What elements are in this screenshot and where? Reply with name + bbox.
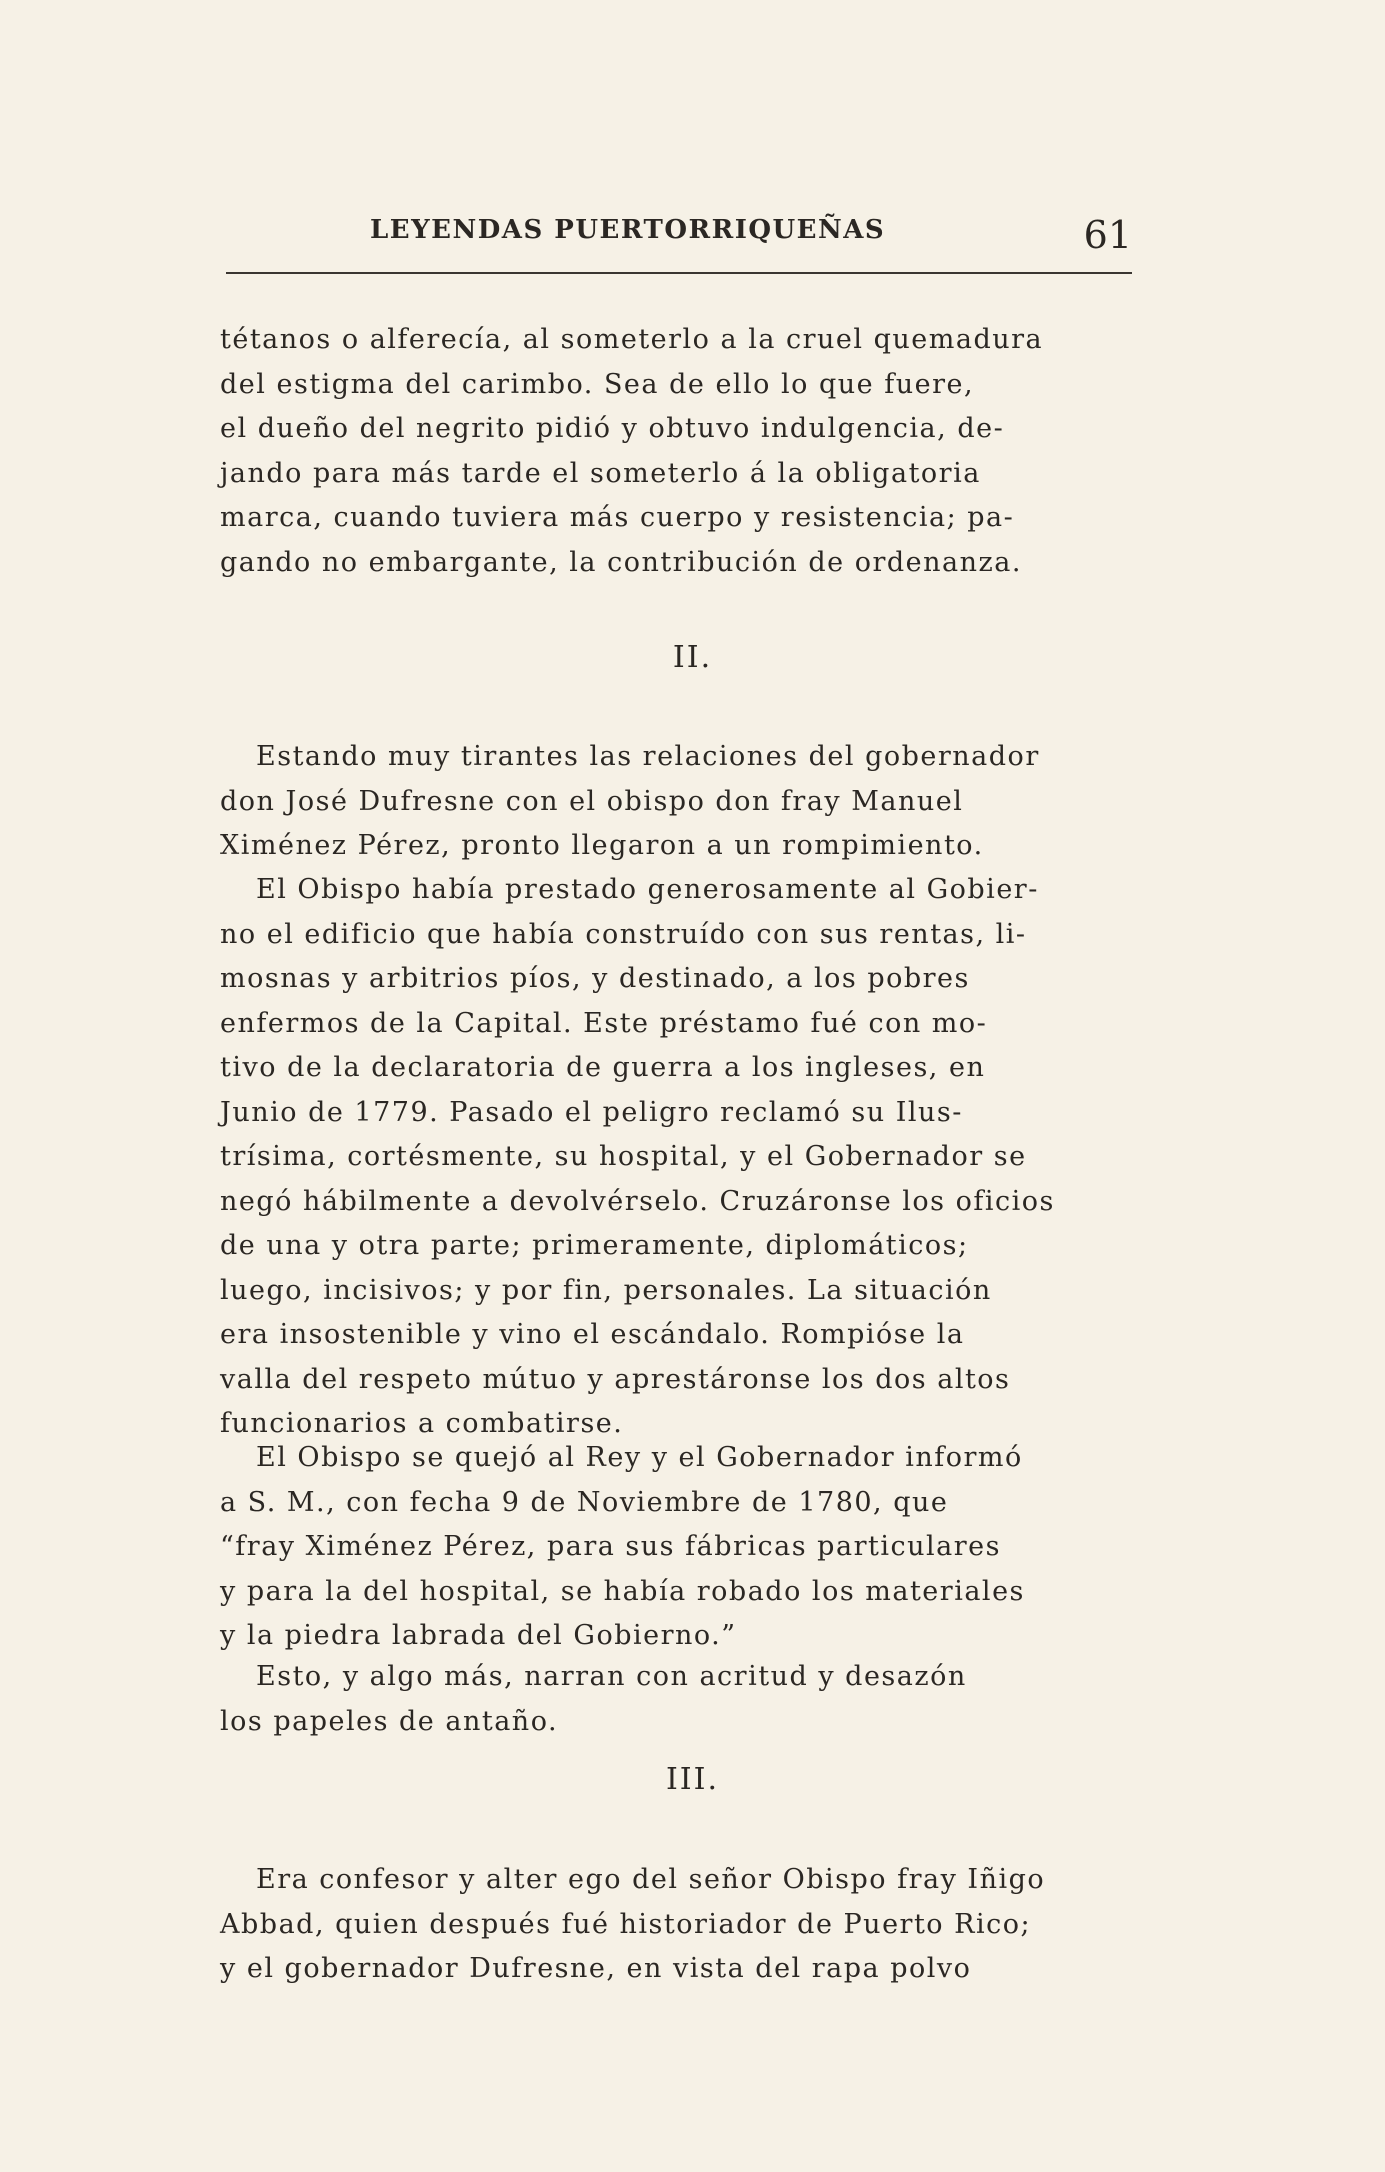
text-line: tivo de la declaratoria de guerra a los ingleses, en: [220, 1052, 986, 1083]
text-line: los papeles de antaño.: [220, 1705, 559, 1737]
text-line: Junio de 1779. Pasado el peligro reclamó su Ilus-: [220, 1096, 963, 1128]
paragraph: [220, 868, 1132, 1447]
section-heading: II.: [672, 640, 713, 675]
text-line: el dueño del negrito pidió y obtuvo indulgencia, de-: [220, 413, 1005, 444]
text-line: de una y otra parte; primeramente, diplomáticos;: [220, 1230, 969, 1261]
text-line: no el edificio que había construído con sus rentas, li-: [220, 918, 1027, 950]
text-line: y para la del hospital, se había robado los materiales: [220, 1575, 1025, 1607]
text-line: mosnas y arbitrios píos, y destinado, a los pobres: [220, 963, 970, 994]
text-line: jando para más tarde el someterlo á la obligatoria: [220, 457, 981, 489]
text-line: trísima, cortésmente, su hospital, y el Gobernador se: [220, 1141, 1027, 1172]
text-line: tétanos o alferecía, al someterlo a la cruel quemadura: [220, 324, 1044, 355]
text-line: enfermos de la Capital. Este préstamo fué con mo-: [220, 1007, 988, 1039]
page-header: [220, 205, 1132, 265]
paragraph: [220, 1858, 1132, 1992]
paragraph: [220, 318, 1132, 585]
text-line: Esto, y algo más, narran con acritud y desazón: [256, 1661, 967, 1692]
text-line: El Obispo se quejó al Rey y el Gobernador informó: [256, 1442, 1023, 1473]
text-line: negó hábilmente a devolvérselo. Cruzáronse los oficios: [220, 1185, 1055, 1217]
paragraph: [220, 1655, 1132, 1744]
text-line: era insostenible y vino el escándalo. Rompióse la: [220, 1319, 965, 1350]
paragraph: [220, 735, 1132, 869]
text-line: funcionarios a combatirse.: [220, 1408, 624, 1439]
header-rule: [226, 272, 1132, 274]
text-line: Ximénez Pérez, pronto llegaron a un rompimiento.: [220, 830, 984, 861]
running-title: LEYENDAS PUERTORRIQUEÑAS: [370, 215, 886, 245]
text-line: y la piedra labrada del Gobierno.”: [220, 1620, 737, 1651]
page-number: 61: [1083, 213, 1132, 257]
text-line: El Obispo había prestado generosamente al Gobier-: [256, 874, 1039, 905]
paragraph: [220, 1436, 1132, 1659]
text-line: del estigma del carimbo. Sea de ello lo que fuere,: [220, 368, 975, 400]
section-heading: III.: [665, 1762, 720, 1797]
text-line: marca, cuando tuviera más cuerpo y resistencia; pa-: [220, 502, 1015, 533]
text-line: a S. M., con fecha 9 de Noviembre de 1780, que: [220, 1486, 949, 1518]
text-line: don José Dufresne con el obispo don fray Manuel: [220, 785, 964, 817]
text-line: “fray Ximénez Pérez, para sus fábricas particulares: [220, 1531, 1001, 1562]
text-line: gando no embargante, la contribución de ordenanza.: [220, 546, 1022, 578]
text-line: luego, incisivos; y por fin, personales. La situación: [220, 1274, 992, 1306]
text-line: Estando muy tirantes las relaciones del gobernador: [256, 741, 1040, 772]
text-line: Era confesor y alter ego del señor Obispo fray Iñigo: [256, 1864, 1046, 1895]
text-line: y el gobernador Dufresne, en vista del rapa polvo: [220, 1953, 972, 1984]
text-line: Abbad, quien después fué historiador de Puerto Rico;: [220, 1908, 1032, 1940]
text-line: valla del respeto mútuo y aprestáronse los dos altos: [220, 1363, 1011, 1395]
